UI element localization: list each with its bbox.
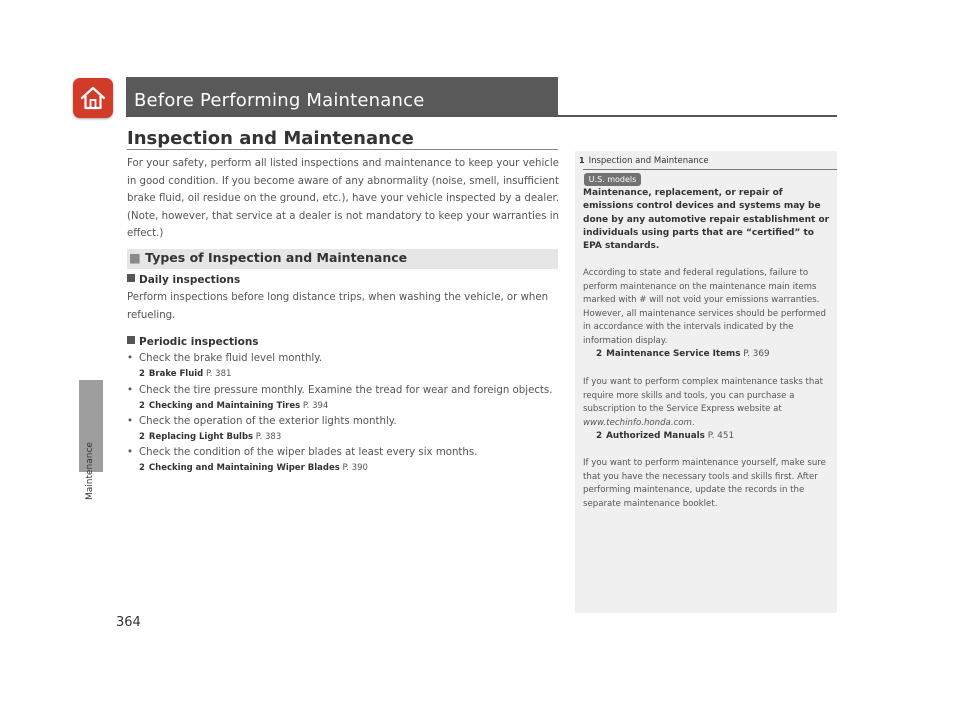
cross-reference[interactable] <box>139 463 368 473</box>
periodic-heading <box>127 336 259 348</box>
chapter-label: Maintenance <box>85 442 95 500</box>
region-badge: U.S. models <box>584 173 641 186</box>
reference-title[interactable]: Brake Fluid <box>148 369 204 379</box>
cross-reference[interactable] <box>596 349 770 359</box>
website-link[interactable]: www.techinfo.honda.com <box>583 417 692 428</box>
list-item <box>127 413 567 431</box>
bullet-icon: • <box>127 416 134 427</box>
subsection-marker: ■ <box>129 250 141 265</box>
cross-reference[interactable] <box>139 432 281 442</box>
cross-reference[interactable] <box>596 431 734 441</box>
bullet-icon: • <box>127 385 134 396</box>
sidebar-heading-text: Inspection and Maintenance <box>588 156 709 166</box>
bullet-icon: • <box>127 353 134 364</box>
bullet-icon: • <box>127 447 134 458</box>
home-icon <box>79 85 107 111</box>
intro-paragraph: For your safety, perform all listed inspections and maintenance to keep your vehicle in good condition. If you become aware of any abnormality (noise, smell, insufficient brake fluid, oil residue on the ground, etc.), have your vehicle inspected by a dealer. (Note, however, that service at a dealer is not mandatory to keep your warranties in effect.) <box>127 158 559 239</box>
reference-arrow-icon: 2 <box>139 369 145 379</box>
list-item-text: Check the tire pressure monthly. Examine the tread for wear and foreign objects. <box>139 385 553 396</box>
reference-arrow-icon: 2 <box>139 432 145 442</box>
reference-page: P. 383 <box>255 432 282 442</box>
sidebar-paragraph: If you want to perform maintenance yourself, make sure that you have the necessary tools and skills first. After performing maintenance, update the records in the separate maintenance booklet. <box>583 458 826 509</box>
daily-heading <box>127 274 240 286</box>
reference-arrow-icon: 2 <box>139 401 145 411</box>
page-number: 364 <box>116 615 141 630</box>
subsection-title-text: Types of Inspection and Maintenance <box>145 250 408 265</box>
reference-page: P. 390 <box>342 463 368 473</box>
page-title: Before Performing Maintenance <box>134 90 425 111</box>
reference-page: P. 451 <box>707 431 735 441</box>
list-item <box>127 350 567 368</box>
sidebar-paragraph-text: If you want to perform complex maintenance tasks that require more skills and tools, you can purchase a subscription to the Service Express website at <box>583 377 823 414</box>
reference-page: P. 381 <box>205 369 232 379</box>
sidebar-bold-note: Maintenance, replacement, or repair of emissions control devices and systems may be done by any automotive repair establishment or individuals using parts that are “certified” to EPA standards. <box>583 188 830 252</box>
reference-arrow-icon: 2 <box>596 431 603 441</box>
sidebar-paragraph: If you want to perform complex maintenance tasks that require more skills and tools, you can purchase a subscription to the Service Express website at www.techinfo.honda.com. <box>583 377 823 428</box>
section-heading: Inspection and Maintenance <box>127 128 414 149</box>
sidebar-divider <box>583 169 837 170</box>
list-item-text: Check the brake fluid level monthly. <box>139 353 323 364</box>
home-button[interactable] <box>73 78 113 118</box>
reference-title[interactable]: Replacing Light Bulbs <box>148 432 254 442</box>
sidebar-heading <box>579 156 709 166</box>
heading-divider <box>127 149 558 150</box>
reference-arrow-icon: 2 <box>596 349 603 359</box>
reference-title[interactable]: Checking and Maintaining Wiper Blades <box>148 463 340 473</box>
cross-reference[interactable] <box>139 369 231 379</box>
daily-paragraph: Perform inspections before long distance trips, when washing the vehicle, or when refueling. <box>127 292 549 321</box>
sidebar-paragraph: According to state and federal regulations, failure to perform maintenance on the maintenance main items marked with # will not void your emissions warranties. However, all maintenance services should be performed in accordance with the intervals indicated by the information display. <box>583 268 826 346</box>
list-item <box>127 382 567 400</box>
cross-reference[interactable] <box>139 401 328 411</box>
periodic-heading-text: Periodic inspections <box>139 336 259 348</box>
list-item-text: Check the operation of the exterior lights monthly. <box>139 416 397 427</box>
note-marker-icon: 1 <box>579 156 585 165</box>
list-item <box>127 444 567 462</box>
square-bullet-icon <box>127 336 135 344</box>
reference-title[interactable]: Authorized Manuals <box>606 431 705 441</box>
reference-page: P. 394 <box>302 401 329 411</box>
square-bullet-icon <box>127 274 135 282</box>
reference-arrow-icon: 2 <box>139 463 145 473</box>
subsection-title <box>129 250 407 265</box>
title-divider <box>126 115 837 117</box>
daily-heading-text: Daily inspections <box>139 274 241 286</box>
list-item-text: Check the condition of the wiper blades at least every six months. <box>139 447 478 458</box>
reference-title[interactable]: Maintenance Service Items <box>606 349 741 359</box>
reference-title[interactable]: Checking and Maintaining Tires <box>148 401 301 411</box>
reference-page: P. 369 <box>743 349 770 359</box>
